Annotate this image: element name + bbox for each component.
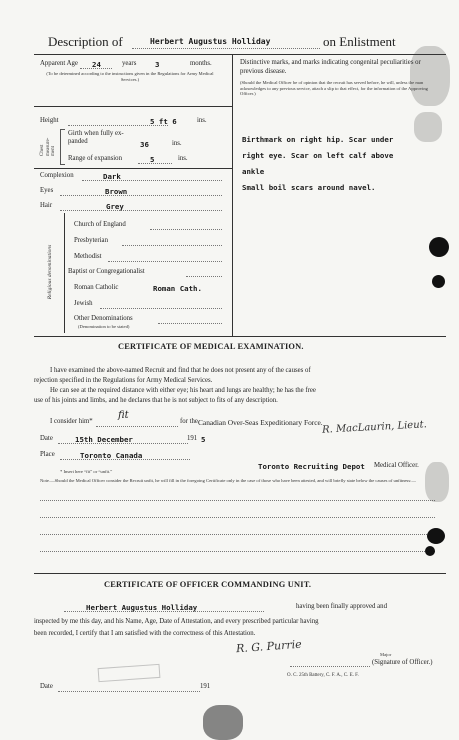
denomination-label: Baptist or Congregationalist — [68, 268, 145, 275]
denomination-label: Church of England — [74, 221, 126, 228]
height-value: 5 ft 6 — [150, 117, 177, 126]
denomination-note: (Denomination to be stated) — [78, 324, 130, 329]
religion-value: Roman Cath. — [153, 284, 202, 293]
title-suffix: on Enlistment — [323, 34, 396, 49]
denomination-label: Other Denominations — [74, 315, 133, 322]
marks-note: (Should the Medical Officer be of opinion that the recruit has served before, he will, unless the man acknowledges to any previous service, attach a slip to that effect, for the information of the Approving Officer.) — [240, 80, 428, 96]
signature-label: (Signature of Officer.) — [372, 659, 433, 666]
range-value: 5 — [150, 155, 155, 164]
hair-value: Grey — [106, 202, 124, 211]
commanding-officer-signature: R. G. Purrie — [235, 637, 303, 656]
binder-hole — [429, 237, 449, 257]
age-label: Apparent Age — [40, 60, 78, 67]
binder-hole — [427, 528, 445, 544]
religion-label: Religious denominations — [47, 244, 53, 300]
hair-label: Hair — [40, 202, 53, 209]
medical-officer-unit: Toronto Recruiting Depot — [258, 462, 365, 471]
commanding-unit-stamp: O. C. 25th Battery, C. F. A., C. E. F. — [287, 673, 359, 678]
fitness-value: fit — [118, 410, 129, 421]
medical-para-2: He can see at the required distance with either eye; his heart and lungs are healthy; he has the free — [50, 387, 316, 394]
medical-heading: CERTIFICATE OF MEDICAL EXAMINATION. — [118, 342, 304, 351]
marks-line: Small boil scars around navel. — [242, 183, 376, 192]
marks-line: Birthmark on right hip. Scar under — [242, 135, 394, 144]
complexion-label: Complexion — [40, 172, 74, 179]
marks-line: right eye. Scar on left calf above — [242, 151, 394, 160]
table-bottom-border — [34, 336, 446, 337]
table-top-border — [34, 54, 446, 55]
commanding-date-label: Date — [40, 683, 53, 690]
medical-para-1: I have examined the above-named Recruit and find that he does not present any of the causes of — [50, 367, 311, 374]
eyes-value: Brown — [105, 187, 128, 196]
medical-officer-signature: R. MacLaurin, Lieut. — [321, 419, 428, 436]
denomination-label: Presbyterian — [74, 237, 108, 244]
denomination-label: Methodist — [74, 253, 102, 260]
binder-hole — [425, 546, 435, 556]
complexion-value: Dark — [103, 172, 121, 181]
commanding-line-3: been recorded, I certify that I am satisfied with the correctness of this Attestation. — [34, 630, 256, 637]
exam-place-value: Toronto Canada — [80, 451, 143, 460]
unfit-note: Note.—Should the Medical Officer consider the Recruit unfit, he will fill in the foregoing Certificate only in the case of those who have been attested, and will briefly state below the causes of unfitness:— — [40, 478, 416, 483]
binder-hole — [432, 275, 445, 288]
attestation-page: Description of Herbert Augustus Holliday on Enlistment Apparent Age 24 years 3 months. (To be determined according to the instructions given in the Regulations for Army Medical Services.) Height 5 ft 6 ins. Chest measure-ment Girth when fully ex-panded 36 ins. Range of expansion 5 ins. Complexion Dark Eyes Brown Hair Grey Religious denominations Church of England Presbyterian Methodist Baptist or Congregationalist Roman Catholic Roman Cath. Jewish Other Denominations (Denomination to be stated) Distinctive marks, and marks indicating congenital peculiarities or previous disease. (Should the Medical Officer be of opinion that the recruit has served before, he will, unless the man acknowledges to any previous service, attach a slip to that effect, for the information of the Approving Officer.) Birthmark on right hip. Scar under right eye. Scar on left calf above ankle Small boil scars around navel. CERTIFICATE OF MEDICAL EXAMINATION. I have examined the above-named Recruit and find that he does not present any of the causes of rejection specified in the Regulations for Army Medical Services. He can see at the required distance with either eye; his heart and lungs are healthy; he has the free use of his joints and limbs, and he declares that he is not subject to fits of any description. I consider him* fit for the Canadian Over-Seas Expeditionary Force. Date 15th December 191 5 Place Toronto Canada R. MacLaurin, Lieut. Toronto Recruiting Depot Medical Officer. * Insert here “fit” or “unfit.” Note.—Should the Medical Officer consider the Recruit unfit, he will fill in the foregoing Certificate only in the case of those who have been attested, and will briefly state below the causes of unfitness:— CERTIFICATE OF OFFICER COMMANDING UNIT. Herbert Augustus Holliday having been finally approved and inspected by me this day, and his Name, Age, Date of Attestation, and every prescribed particular having been recorded, I certify that I am satisfied with the correctness of this Attestation. R. G. Purrie Major (Signature of Officer.) O. C. 25th Battery, C. F. A., C. E. F. Date 191 — [0, 0, 459, 740]
chest-label: Chest measure-ment — [40, 137, 56, 156]
marks-line: ankle — [242, 167, 265, 176]
commanding-heading: CERTIFICATE OF OFFICER COMMANDING UNIT. — [104, 580, 312, 589]
commanding-line-2: inspected by me this day, and his Name, Age, Date of Attestation, and every prescribed particular having — [34, 618, 319, 625]
consider-label: I consider him* — [50, 418, 93, 425]
date-label: Date — [40, 435, 53, 442]
recruit-name: Herbert Augustus Holliday — [150, 37, 271, 46]
denomination-label: Jewish — [74, 300, 93, 307]
eyes-label: Eyes — [40, 187, 54, 194]
column-divider — [232, 54, 233, 336]
commanding-recruit-name: Herbert Augustus Holliday — [86, 603, 198, 612]
height-label: Height — [40, 117, 59, 124]
exam-date-value: 15th December — [75, 435, 133, 444]
denomination-label: Roman Catholic — [74, 284, 119, 291]
force-text: Canadian Over-Seas Expeditionary Force. — [198, 418, 323, 427]
age-months-value: 3 — [155, 60, 160, 69]
title-prefix: Description of — [48, 34, 123, 49]
age-note: (To be determined according to the instructions given in the Regulations for Army Medical Services.) — [46, 71, 214, 82]
place-label: Place — [40, 451, 55, 458]
girth-value: 36 — [140, 140, 149, 149]
medical-officer-label: Medical Officer. — [374, 462, 419, 469]
girth-label: Girth when fully ex-panded — [68, 130, 124, 145]
age-years-value: 24 — [92, 60, 101, 69]
faded-date-stamp — [98, 664, 161, 682]
insert-note: * Insert here “fit” or “unfit.” — [60, 469, 113, 474]
range-label: Range of expansion — [68, 155, 122, 162]
marks-header: Distinctive marks, and marks indicating congenital peculiarities or previous disease. — [240, 59, 421, 75]
